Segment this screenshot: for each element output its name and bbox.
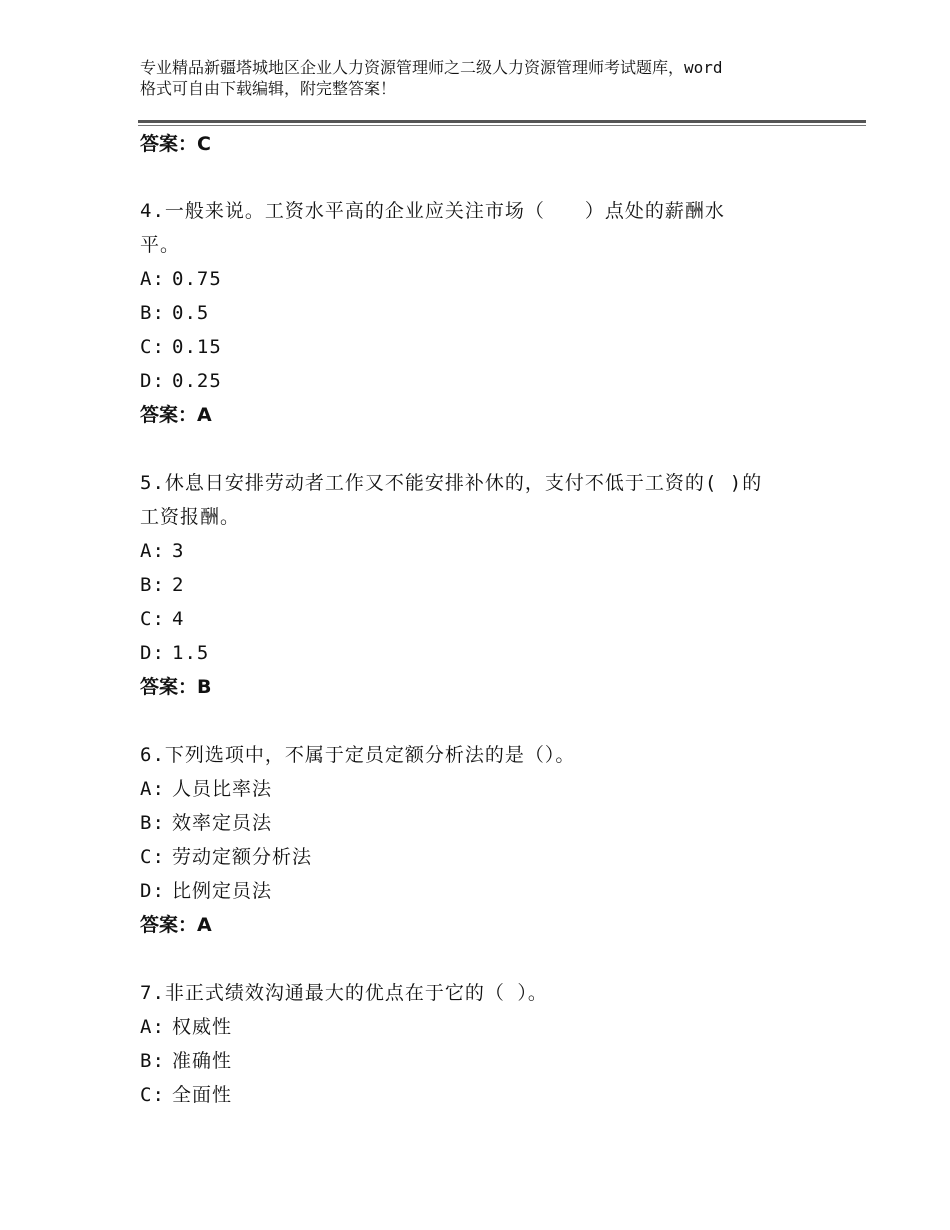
question-stem [140, 738, 820, 772]
option-label: A: [140, 778, 165, 800]
stem-line-1: 6.下列选项中，不属于定员定额分析法的是（）。 [140, 744, 576, 766]
document-header [140, 57, 840, 99]
question-6 [140, 738, 820, 942]
option-text: 权威性 [172, 1016, 233, 1038]
option-b [140, 296, 820, 330]
option-a [140, 1010, 820, 1044]
option-label: D: [140, 880, 165, 902]
question-5 [140, 466, 820, 704]
option-text: 劳动定额分析法 [172, 846, 313, 868]
option-text: 全面性 [172, 1084, 233, 1106]
option-label: A: [140, 1016, 165, 1038]
option-label: A: [140, 268, 165, 290]
header-divider-thick [138, 120, 866, 123]
question-stem [140, 466, 820, 534]
option-text: 效率定员法 [172, 812, 273, 834]
stem-line-2: 工资报酬。 [140, 506, 241, 528]
option-a [140, 772, 820, 806]
option-label: B: [140, 574, 165, 596]
option-text: 3 [172, 540, 185, 562]
option-c [140, 330, 820, 364]
stem-line-1: 4.一般来说。工资水平高的企业应关注市场（ ）点处的薪酬水 [140, 200, 725, 222]
option-a [140, 262, 820, 296]
option-text: 0.25 [172, 370, 222, 392]
option-label: C: [140, 1084, 165, 1106]
question-stem [140, 194, 820, 262]
option-label: D: [140, 642, 165, 664]
option-b [140, 806, 820, 840]
option-c [140, 1078, 820, 1112]
option-text: 1.5 [172, 642, 210, 664]
option-c [140, 840, 820, 874]
header-title-line-2: 格式可自由下载编辑，附完整答案！ [140, 79, 397, 98]
option-d [140, 364, 820, 398]
option-text: 0.5 [172, 302, 210, 324]
option-c [140, 602, 820, 636]
option-label: B: [140, 812, 165, 834]
stem-line-1: 5.休息日安排劳动者工作又不能安排补休的，支付不低于工资的( )的 [140, 472, 763, 494]
option-d [140, 874, 820, 908]
option-text: 人员比率法 [172, 778, 273, 800]
option-a [140, 534, 820, 568]
option-label: A: [140, 540, 165, 562]
question-list [140, 126, 820, 1112]
option-text: 0.15 [172, 336, 222, 358]
option-label: D: [140, 370, 165, 392]
option-text: 2 [172, 574, 185, 596]
option-label: C: [140, 336, 165, 358]
option-text: 4 [172, 608, 185, 630]
header-title-line-1: 专业精品新疆塔城地区企业人力资源管理师之二级人力资源管理师考试题库，word [140, 58, 723, 77]
option-label: C: [140, 608, 165, 630]
option-text: 比例定员法 [172, 880, 273, 902]
option-label: B: [140, 302, 165, 324]
stem-line-2: 平。 [140, 234, 181, 256]
option-label: C: [140, 846, 165, 868]
previous-answer: 答案：C [140, 133, 211, 155]
answer: 答案：A [140, 404, 212, 426]
question-stem [140, 976, 820, 1010]
answer: 答案：A [140, 914, 212, 936]
option-text: 0.75 [172, 268, 222, 290]
answer: 答案：B [140, 676, 212, 698]
stem-line-1: 7.非正式绩效沟通最大的优点在于它的（ ）。 [140, 982, 548, 1004]
option-b [140, 568, 820, 602]
option-b [140, 1044, 820, 1078]
option-label: B: [140, 1050, 165, 1072]
question-4 [140, 194, 820, 432]
question-7 [140, 976, 820, 1112]
option-text: 准确性 [172, 1050, 233, 1072]
option-d [140, 636, 820, 670]
